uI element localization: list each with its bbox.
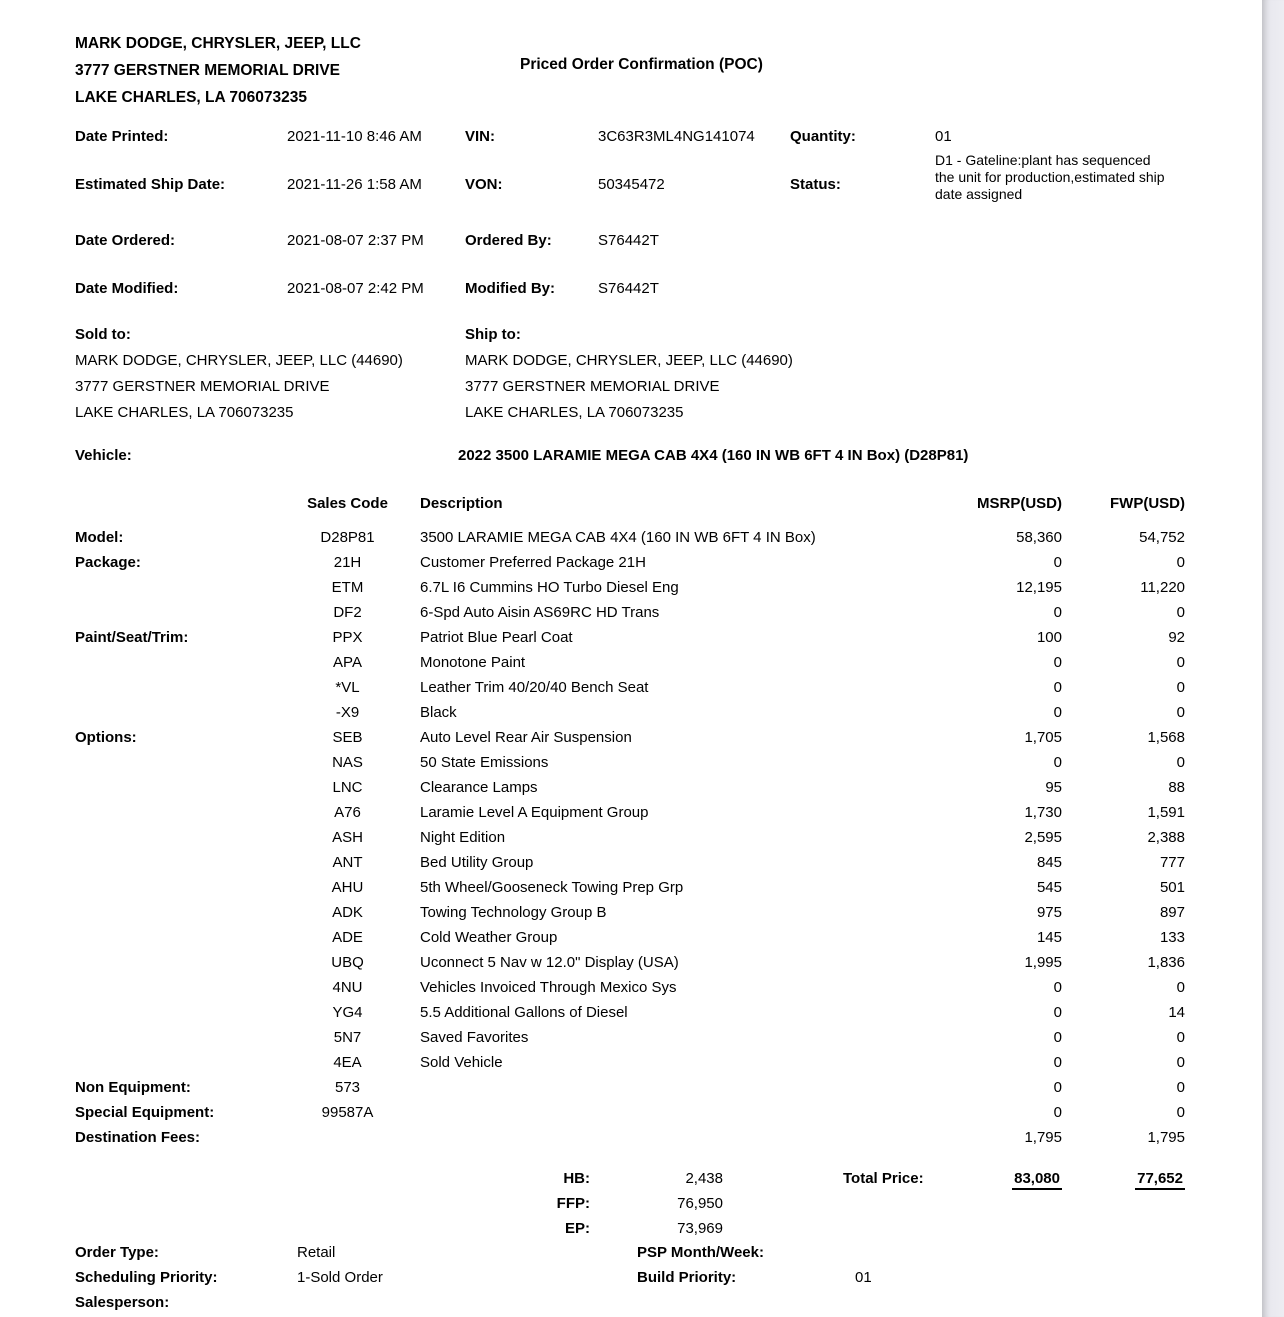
table-row (75, 600, 1185, 625)
table-row (75, 1075, 1185, 1100)
totals-value: 76,950 (677, 1195, 723, 1212)
row-msrp-value: 1,995 (1024, 954, 1062, 971)
row-fwp-value: 0 (1176, 654, 1185, 671)
info-value: D1 - Gateline:plant has sequenced the unit for production,estimated ship date assigned (935, 152, 1165, 202)
info-value: 3C63R3ML4NG141074 (598, 128, 755, 145)
row-msrp-value: 95 (1045, 779, 1062, 796)
row-sales-code: 573 (334, 1079, 361, 1096)
info-label: Ordered By: (465, 232, 552, 249)
row-sales-code: 99587A (321, 1104, 374, 1121)
row-sales-code: ANT (332, 854, 363, 871)
table-row (75, 675, 1185, 700)
table-row (75, 1100, 1185, 1125)
table-row (75, 575, 1185, 600)
row-msrp-value: 0 (1053, 979, 1062, 996)
ship-to-line: LAKE CHARLES, LA 706073235 (465, 404, 684, 421)
totals-label: FFP: (556, 1195, 590, 1212)
row-fwp-value: 0 (1176, 1029, 1185, 1046)
row-msrp-value: 975 (1036, 904, 1062, 921)
row-description: 5th Wheel/Gooseneck Towing Prep Grp (420, 879, 684, 896)
table-row (75, 900, 1185, 925)
row-fwp-value: 54,752 (1139, 529, 1185, 546)
order-info-fields (75, 125, 1185, 325)
row-sales-code: 4NU (332, 979, 363, 996)
ship-to-line: 3777 GERSTNER MEMORIAL DRIVE (465, 378, 720, 395)
info-label: Date Modified: (75, 280, 179, 297)
table-row (75, 775, 1185, 800)
totals-label: EP: (564, 1220, 590, 1237)
row-sales-code: DF2 (333, 604, 362, 621)
row-sales-code: SEB (332, 729, 363, 746)
dealer-name: MARK DODGE, CHRYSLER, JEEP, LLC (75, 35, 361, 52)
table-row (75, 850, 1185, 875)
footer-fields (75, 1240, 1185, 1315)
info-value: 2021-11-26 1:58 AM (287, 176, 422, 193)
row-description: Leather Trim 40/20/40 Bench Seat (420, 679, 649, 696)
footer-row (75, 1290, 1185, 1315)
info-label: Estimated Ship Date: (75, 176, 226, 193)
order-table-body (75, 525, 1185, 1150)
table-row (75, 825, 1185, 850)
total-price-fwp: 77,652 (1062, 1170, 1185, 1187)
row-sales-code: D28P81 (320, 529, 375, 546)
row-description: 50 State Emissions (420, 754, 549, 771)
row-msrp-value: 58,360 (1016, 529, 1062, 546)
row-description: Sold Vehicle (420, 1054, 503, 1071)
row-category: Special Equipment: (75, 1104, 215, 1121)
row-description: Towing Technology Group B (420, 904, 607, 921)
row-fwp-value: 1,591 (1147, 804, 1185, 821)
ship-to-line: MARK DODGE, CHRYSLER, JEEP, LLC (44690) (465, 352, 793, 369)
row-description: Clearance Lamps (420, 779, 538, 796)
info-value: 2021-11-10 8:46 AM (287, 128, 422, 145)
row-msrp-value: 100 (1036, 629, 1062, 646)
row-sales-code: *VL (335, 679, 360, 696)
row-fwp-value: 92 (1168, 629, 1185, 646)
header-fwp: FWP(USD) (1110, 495, 1185, 512)
header-description: Description (420, 495, 503, 512)
row-sales-code: ADK (332, 904, 363, 921)
totals-section (75, 1166, 1185, 1241)
viewer-background-edge (1262, 0, 1284, 1317)
footer-label: PSP Month/Week: (637, 1244, 764, 1261)
row-sales-code: ASH (332, 829, 363, 846)
row-sales-code: YG4 (332, 1004, 363, 1021)
row-sales-code: A76 (334, 804, 361, 821)
row-fwp-value: 501 (1159, 879, 1185, 896)
info-value: S76442T (598, 280, 659, 297)
footer-value: 1-Sold Order (297, 1269, 383, 1286)
row-fwp-value: 777 (1159, 854, 1185, 871)
row-fwp-value: 14 (1168, 1004, 1185, 1021)
footer-label: Build Priority: (637, 1269, 737, 1286)
totals-value: 73,969 (677, 1220, 723, 1237)
footer-value: 01 (855, 1269, 872, 1286)
table-row (75, 700, 1185, 725)
row-description: 3500 LARAMIE MEGA CAB 4X4 (160 IN WB 6FT 4 IN Box) (420, 529, 816, 546)
row-msrp-value: 0 (1053, 604, 1062, 621)
row-msrp-value: 0 (1053, 1004, 1062, 1021)
row-fwp-value: 1,795 (1147, 1129, 1185, 1146)
sold-to-line: MARK DODGE, CHRYSLER, JEEP, LLC (44690) (75, 352, 403, 369)
footer-label: Scheduling Priority: (75, 1269, 218, 1286)
row-msrp-value: 2,595 (1024, 829, 1062, 846)
row-description: 6.7L I6 Cummins HO Turbo Diesel Eng (420, 579, 679, 596)
totals-row (75, 1216, 1185, 1241)
vehicle-label: Vehicle: (75, 447, 132, 464)
dealer-address-block (75, 30, 361, 111)
row-fwp-value: 897 (1159, 904, 1185, 921)
document-title: Priced Order Confirmation (POC) (520, 56, 763, 73)
row-sales-code: PPX (332, 629, 363, 646)
footer-value: Retail (297, 1244, 336, 1261)
info-value (935, 277, 1185, 325)
row-msrp-value: 0 (1053, 1079, 1062, 1096)
row-sales-code: AHU (331, 879, 364, 896)
row-description: 6-Spd Auto Aisin AS69RC HD Trans (420, 604, 660, 621)
info-value: 50345472 (598, 176, 665, 193)
row-msrp-value: 0 (1053, 654, 1062, 671)
info-label (790, 229, 935, 277)
row-category: Options: (75, 729, 137, 746)
info-value: 2021-08-07 2:37 PM (287, 232, 424, 249)
row-msrp-value: 0 (1053, 679, 1062, 696)
row-sales-code: 21H (333, 554, 362, 571)
row-fwp-value: 133 (1159, 929, 1185, 946)
row-sales-code: ETM (331, 579, 364, 596)
info-label: Date Ordered: (75, 232, 176, 249)
row-sales-code: UBQ (331, 954, 364, 971)
row-fwp-value: 0 (1176, 704, 1185, 721)
info-value: S76442T (598, 232, 659, 249)
row-msrp-value: 0 (1053, 1104, 1062, 1121)
row-description: Bed Utility Group (420, 854, 534, 871)
row-msrp-value: 0 (1053, 1054, 1062, 1071)
total-price-msrp: 83,080 (993, 1170, 1062, 1187)
info-label: VIN: (465, 128, 495, 145)
vehicle-description: 2022 3500 LARAMIE MEGA CAB 4X4 (160 IN WB 6FT 4 IN Box) (D28P81) (458, 447, 969, 464)
footer-label: Order Type: (75, 1244, 159, 1261)
info-label: Modified By: (465, 280, 555, 297)
dealer-address-line2: LAKE CHARLES, LA 706073235 (75, 89, 308, 106)
row-msrp-value: 0 (1053, 1029, 1062, 1046)
table-row (75, 750, 1185, 775)
row-msrp-value: 845 (1036, 854, 1062, 871)
row-category: Package: (75, 554, 141, 571)
row-msrp-value: 0 (1053, 754, 1062, 771)
row-fwp-value: 0 (1176, 679, 1185, 696)
footer-row (75, 1240, 1185, 1265)
row-description: Patriot Blue Pearl Coat (420, 629, 573, 646)
row-description: Cold Weather Group (420, 929, 558, 946)
row-fwp-value: 0 (1176, 979, 1185, 996)
info-label: Date Printed: (75, 128, 169, 145)
table-row (75, 1025, 1185, 1050)
row-description: Laramie Level A Equipment Group (420, 804, 649, 821)
row-description: Auto Level Rear Air Suspension (420, 729, 632, 746)
row-sales-code: -X9 (335, 704, 360, 721)
row-description: 5.5 Additional Gallons of Diesel (420, 1004, 628, 1021)
row-sales-code: LNC (332, 779, 363, 796)
row-description: Black (420, 704, 457, 721)
row-category: Destination Fees: (75, 1129, 201, 1146)
table-row (75, 800, 1185, 825)
row-fwp-value: 0 (1176, 1054, 1185, 1071)
row-fwp-value: 11,220 (1140, 579, 1185, 596)
dealer-address-line1: 3777 GERSTNER MEMORIAL DRIVE (75, 62, 340, 79)
row-sales-code: APA (333, 654, 362, 671)
row-msrp-value: 1,730 (1024, 804, 1062, 821)
table-row (75, 950, 1185, 975)
totals-label: HB: (563, 1170, 590, 1187)
info-label: Status: (790, 176, 841, 193)
table-row (75, 1050, 1185, 1075)
table-row (75, 725, 1185, 750)
row-sales-code: 5N7 (333, 1029, 362, 1046)
header-msrp: MSRP(USD) (977, 495, 1062, 512)
sold-to-block (75, 322, 403, 426)
row-sales-code: 4EA (333, 1054, 362, 1071)
row-description: Vehicles Invoiced Through Mexico Sys (420, 979, 677, 996)
row-category: Paint/Seat/Trim: (75, 629, 189, 646)
totals-value: 2,438 (685, 1170, 723, 1187)
totals-row (75, 1166, 1185, 1191)
row-fwp-value: 88 (1168, 779, 1185, 796)
row-fwp-value: 1,836 (1147, 954, 1185, 971)
total-price-label: Total Price: (843, 1170, 924, 1187)
info-label: Quantity: (790, 128, 856, 145)
row-fwp-value: 0 (1176, 1104, 1185, 1121)
row-fwp-value: 2,388 (1147, 829, 1185, 846)
row-fwp-value: 0 (1176, 1079, 1185, 1096)
order-table (75, 495, 1185, 1150)
table-row (75, 925, 1185, 950)
row-msrp-value: 1,705 (1024, 729, 1062, 746)
sold-to-label: Sold to: (75, 326, 131, 343)
row-msrp-value: 1,795 (1024, 1129, 1062, 1146)
table-row (75, 875, 1185, 900)
row-description: Customer Preferred Package 21H (420, 554, 646, 571)
row-description: Saved Favorites (420, 1029, 529, 1046)
row-description: Night Edition (420, 829, 506, 846)
row-msrp-value: 12,195 (1016, 579, 1062, 596)
vehicle-row (75, 447, 1185, 464)
table-row (75, 650, 1185, 675)
row-description: Uconnect 5 Nav w 12.0" Display (USA) (420, 954, 679, 971)
header-sales-code: Sales Code (307, 495, 388, 512)
row-description: Monotone Paint (420, 654, 526, 671)
row-msrp-value: 545 (1036, 879, 1062, 896)
info-label (790, 277, 935, 325)
table-row (75, 550, 1185, 575)
info-value: 2021-08-07 2:42 PM (287, 280, 424, 297)
row-sales-code: ADE (332, 929, 363, 946)
table-row (75, 1125, 1185, 1150)
order-table-header (75, 495, 1185, 525)
sold-to-line: 3777 GERSTNER MEMORIAL DRIVE (75, 378, 330, 395)
row-category: Non Equipment: (75, 1079, 191, 1096)
ship-to-label: Ship to: (465, 326, 521, 343)
info-label: VON: (465, 176, 503, 193)
info-value: 01 (935, 128, 952, 145)
row-fwp-value: 1,568 (1147, 729, 1185, 746)
table-row (75, 625, 1185, 650)
table-row (75, 525, 1185, 550)
row-fwp-value: 0 (1176, 754, 1185, 771)
row-fwp-value: 0 (1176, 554, 1185, 571)
ship-to-block (465, 322, 793, 426)
row-msrp-value: 0 (1053, 704, 1062, 721)
footer-label: Salesperson: (75, 1294, 170, 1311)
sold-to-line: LAKE CHARLES, LA 706073235 (75, 404, 294, 421)
footer-row (75, 1265, 1185, 1290)
totals-row (75, 1191, 1185, 1216)
row-msrp-value: 145 (1036, 929, 1062, 946)
table-row (75, 975, 1185, 1000)
table-row (75, 1000, 1185, 1025)
row-fwp-value: 0 (1176, 604, 1185, 621)
info-value (935, 229, 1185, 277)
row-sales-code: NAS (332, 754, 363, 771)
row-msrp-value: 0 (1053, 554, 1062, 571)
row-category: Model: (75, 529, 124, 546)
